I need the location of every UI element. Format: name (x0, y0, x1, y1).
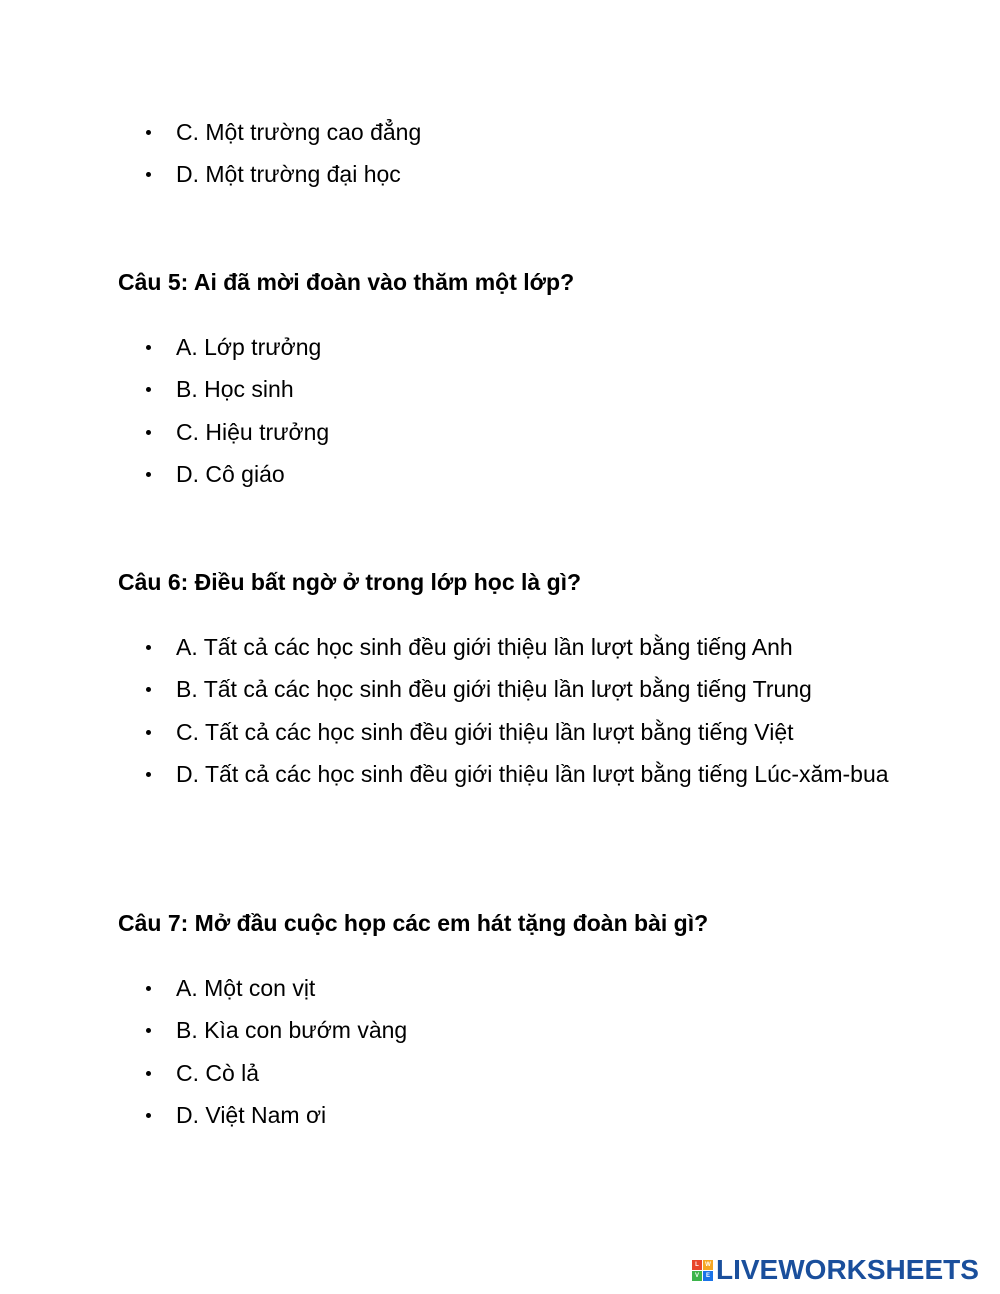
option-text: B. Học sinh (176, 376, 294, 403)
option-text: A. Một con vịt (176, 975, 316, 1001)
option-a[interactable] (0, 626, 896, 668)
option-a[interactable] (0, 967, 896, 1009)
option-c[interactable] (0, 411, 896, 453)
option-text: D. Một trường đại học (176, 161, 401, 188)
bullet (146, 772, 151, 777)
option-d[interactable] (0, 1094, 896, 1136)
question-7-options (0, 967, 1000, 1137)
bullet (146, 687, 151, 692)
option-c[interactable] (0, 711, 896, 753)
option-text: C. Cò lả (176, 1059, 260, 1086)
option-text: A. Tất cả các học sinh đều giới thiệu lần lượt bằng tiếng Anh (176, 634, 793, 660)
option-text: D. Việt Nam ơi (176, 1102, 327, 1129)
option-c[interactable] (0, 111, 896, 153)
option-text: C. Hiệu trưởng (176, 418, 330, 445)
option-text: D. Cô giáo (176, 461, 285, 488)
bullet (146, 645, 151, 650)
bullet (146, 1113, 151, 1118)
option-text: D. Tất cả các học sinh đều giới thiệu lần lượt bằng tiếng Lúc-xăm-bua (176, 761, 889, 788)
prev-question-options (0, 111, 1000, 196)
option-d[interactable] (0, 453, 896, 495)
option-text: C. Tất cả các học sinh đều giới thiệu lần lượt bằng tiếng Việt (176, 718, 794, 745)
logo-text: LIVEWORKSHEETS (716, 1254, 979, 1285)
option-b[interactable] (0, 368, 896, 410)
question-5-options (0, 326, 1000, 496)
bullet (146, 387, 151, 392)
question-7-title: Câu 7: Mở đầu cuộc họp các em hát tặng đoàn bài gì? (118, 910, 709, 936)
liveworksheets-logo[interactable] (692, 1253, 979, 1287)
logo-icon-cell: E (703, 1271, 713, 1281)
bullet (146, 345, 151, 350)
bullet (146, 730, 151, 735)
bullet (146, 172, 151, 177)
logo-icon-cell: W (703, 1260, 713, 1270)
option-text: C. Một trường cao đẳng (176, 119, 422, 145)
bullet (146, 1028, 151, 1033)
logo-grid-icon (692, 1260, 713, 1281)
logo-icon-cell: V (692, 1271, 702, 1281)
question-5-title: Câu 5: Ai đã mời đoàn vào thăm một lớp? (118, 269, 575, 295)
option-text: B. Tất cả các học sinh đều giới thiệu lần lượt bằng tiếng Trung (176, 676, 812, 703)
option-b[interactable] (0, 668, 896, 710)
bullet (146, 472, 151, 477)
question-6-options (0, 626, 1000, 796)
option-a[interactable] (0, 326, 896, 368)
bullet (146, 430, 151, 435)
option-c[interactable] (0, 1052, 896, 1094)
question-6-title: Câu 6: Điều bất ngờ ở trong lớp học là gì? (118, 569, 582, 595)
logo-icon-cell: L (692, 1260, 702, 1270)
option-text: A. Lớp trưởng (176, 334, 322, 360)
bullet (146, 130, 151, 135)
option-text: B. Kìa con bướm vàng (176, 1017, 408, 1044)
bullet (146, 1071, 151, 1076)
option-d[interactable] (0, 753, 896, 795)
option-b[interactable] (0, 1009, 896, 1051)
bullet (146, 986, 151, 991)
option-d[interactable] (0, 153, 896, 195)
